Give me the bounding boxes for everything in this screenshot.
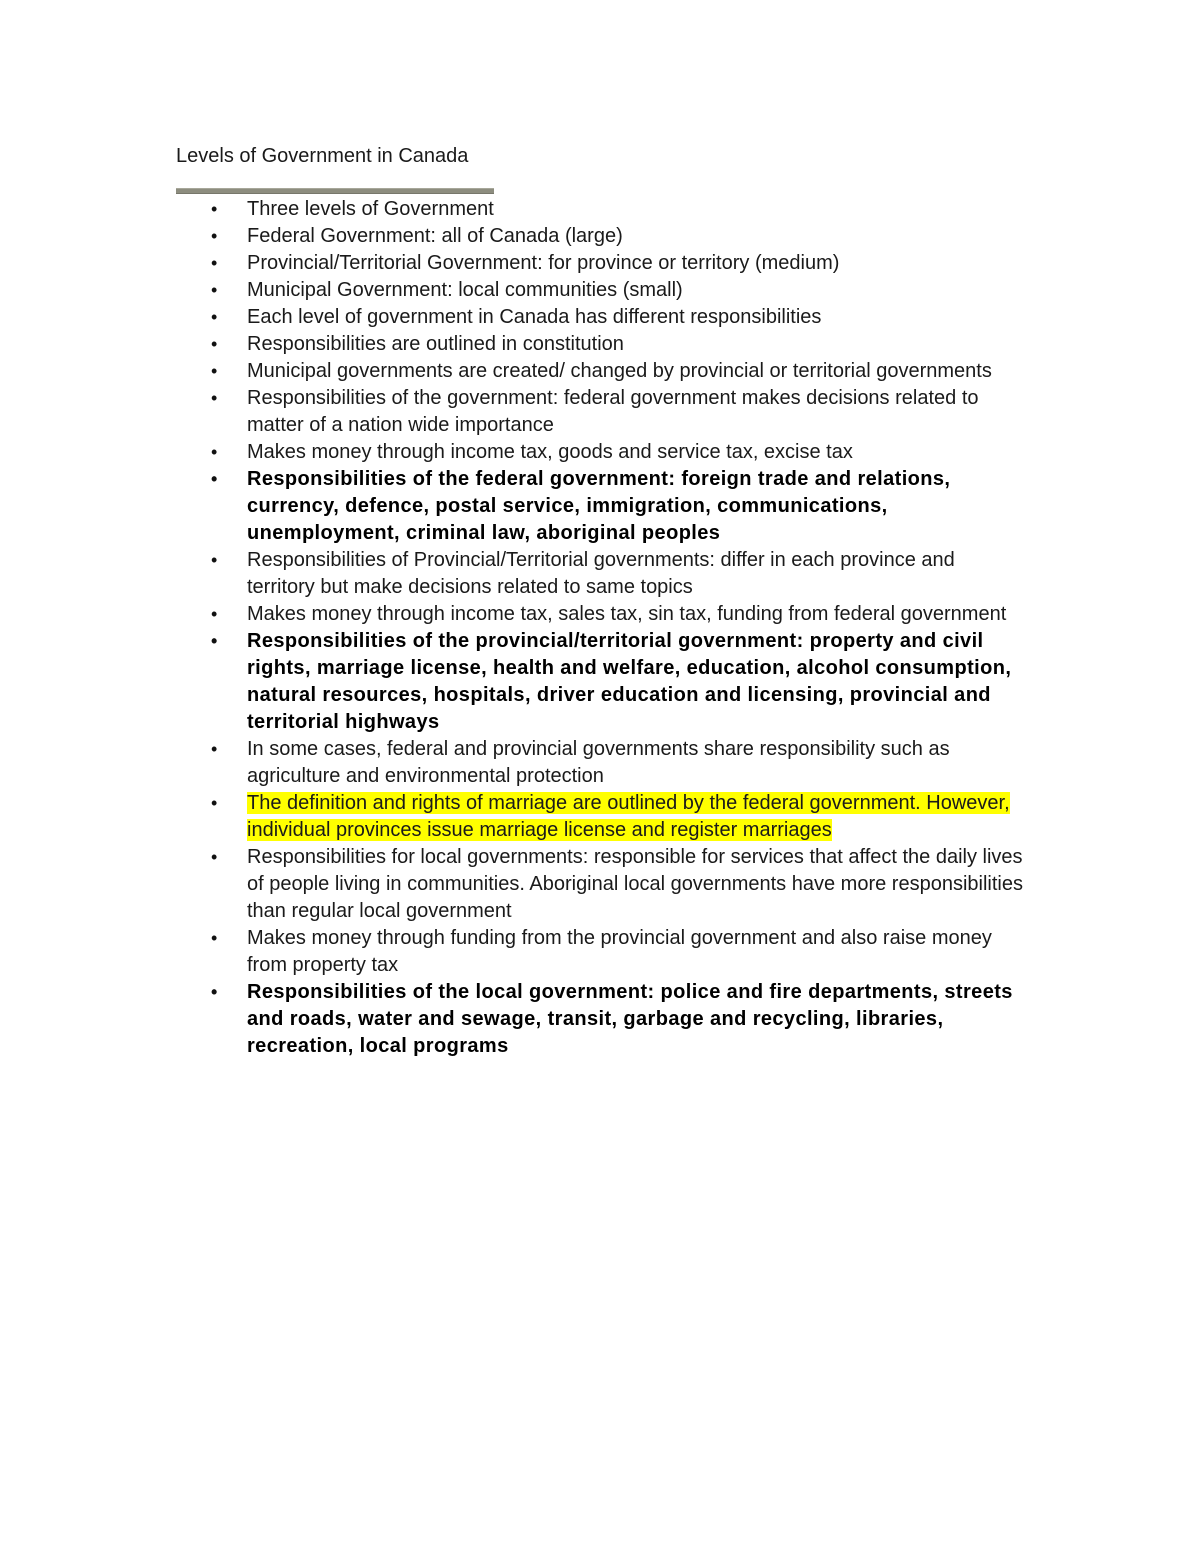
list-item — [0, 304, 1027, 331]
list-item — [0, 385, 1027, 439]
bullet-text: Responsibilities of the government: federal government makes decisions related to matter of a nation wide importance — [247, 387, 979, 436]
list-item — [0, 439, 1027, 466]
bullet-text: Federal Government: all of Canada (large) — [247, 225, 623, 247]
list-item — [0, 277, 1027, 304]
highlighted-text: The definition and rights of marriage are outlined by the federal government. However, individual provinces issue marriage license and register marriages — [247, 792, 1010, 841]
bullet-marker: • — [211, 793, 218, 813]
bullet-marker: • — [211, 847, 218, 867]
bullet-text: In some cases, federal and provincial governments share responsibility such as agriculture and environmental protection — [247, 738, 950, 787]
bullet-text: Responsibilities for local governments: responsible for services that affect the daily lives of people living in communities. Aboriginal local governments have more responsibilities than regular local government — [247, 846, 1023, 922]
list-item — [0, 250, 1027, 277]
bullet-text: Responsibilities of the provincial/territorial government: property and civil rights, marriage license, health and welfare, education, alcohol consumption, natural resources, hospitals, driver education and licensing, provincial and territorial highways — [247, 630, 1012, 733]
bullet-marker: • — [211, 604, 218, 624]
list-item — [0, 466, 1027, 547]
title-underline-rule — [176, 188, 494, 194]
bullet-marker: • — [211, 550, 218, 570]
list-item — [0, 628, 1027, 736]
list-item — [0, 358, 1027, 385]
bullet-marker: • — [211, 982, 218, 1002]
bullet-text: Municipal Government: local communities (small) — [247, 279, 683, 301]
bullet-marker: • — [211, 307, 218, 327]
bullet-marker: • — [211, 469, 218, 489]
list-item — [0, 844, 1027, 925]
bullet-marker: • — [211, 199, 218, 219]
list-item — [0, 790, 1027, 844]
document-title: Levels of Government in Canada — [176, 145, 469, 167]
bullet-text: Responsibilities of Provincial/Territorial governments: differ in each province and territory but make decisions related to same topics — [247, 549, 955, 598]
bullet-text: Makes money through income tax, sales tax, sin tax, funding from federal government — [247, 603, 1007, 625]
list-item — [0, 979, 1027, 1060]
list-item — [0, 547, 1027, 601]
bullet-text: Responsibilities of the local government: police and fire departments, streets and roads, water and sewage, transit, garbage and recycling, libraries, recreation, local programs — [247, 981, 1013, 1057]
list-item — [0, 331, 1027, 358]
bullet-marker: • — [211, 334, 218, 354]
bullet-list — [0, 196, 1200, 1060]
bullet-marker: • — [211, 361, 218, 381]
bullet-text: Responsibilities of the federal government: foreign trade and relations, currency, defence, postal service, immigration, communications, unemployment, criminal law, aboriginal peoples — [247, 468, 951, 544]
bullet-marker: • — [211, 631, 218, 651]
list-item — [0, 925, 1027, 979]
bullet-marker: • — [211, 928, 218, 948]
bullet-text: Three levels of Government — [247, 198, 494, 220]
bullet-text: Each level of government in Canada has different responsibilities — [247, 306, 822, 328]
bullet-marker: • — [211, 442, 218, 462]
bullet-text: Provincial/Territorial Government: for province or territory (medium) — [247, 252, 840, 274]
bullet-marker: • — [211, 226, 218, 246]
bullet-marker: • — [211, 388, 218, 408]
bullet-text: Responsibilities are outlined in constitution — [247, 333, 624, 355]
bullet-marker: • — [211, 253, 218, 273]
bullet-marker: • — [211, 739, 218, 759]
bullet-text: Makes money through funding from the provincial government and also raise money from property tax — [247, 927, 992, 976]
list-item — [0, 736, 1027, 790]
bullet-marker: • — [211, 280, 218, 300]
list-item — [0, 601, 1027, 628]
bullet-text: Municipal governments are created/ changed by provincial or territorial governments — [247, 360, 992, 382]
bullet-text: Makes money through income tax, goods and service tax, excise tax — [247, 441, 853, 463]
list-item — [0, 196, 1027, 223]
list-item — [0, 223, 1027, 250]
